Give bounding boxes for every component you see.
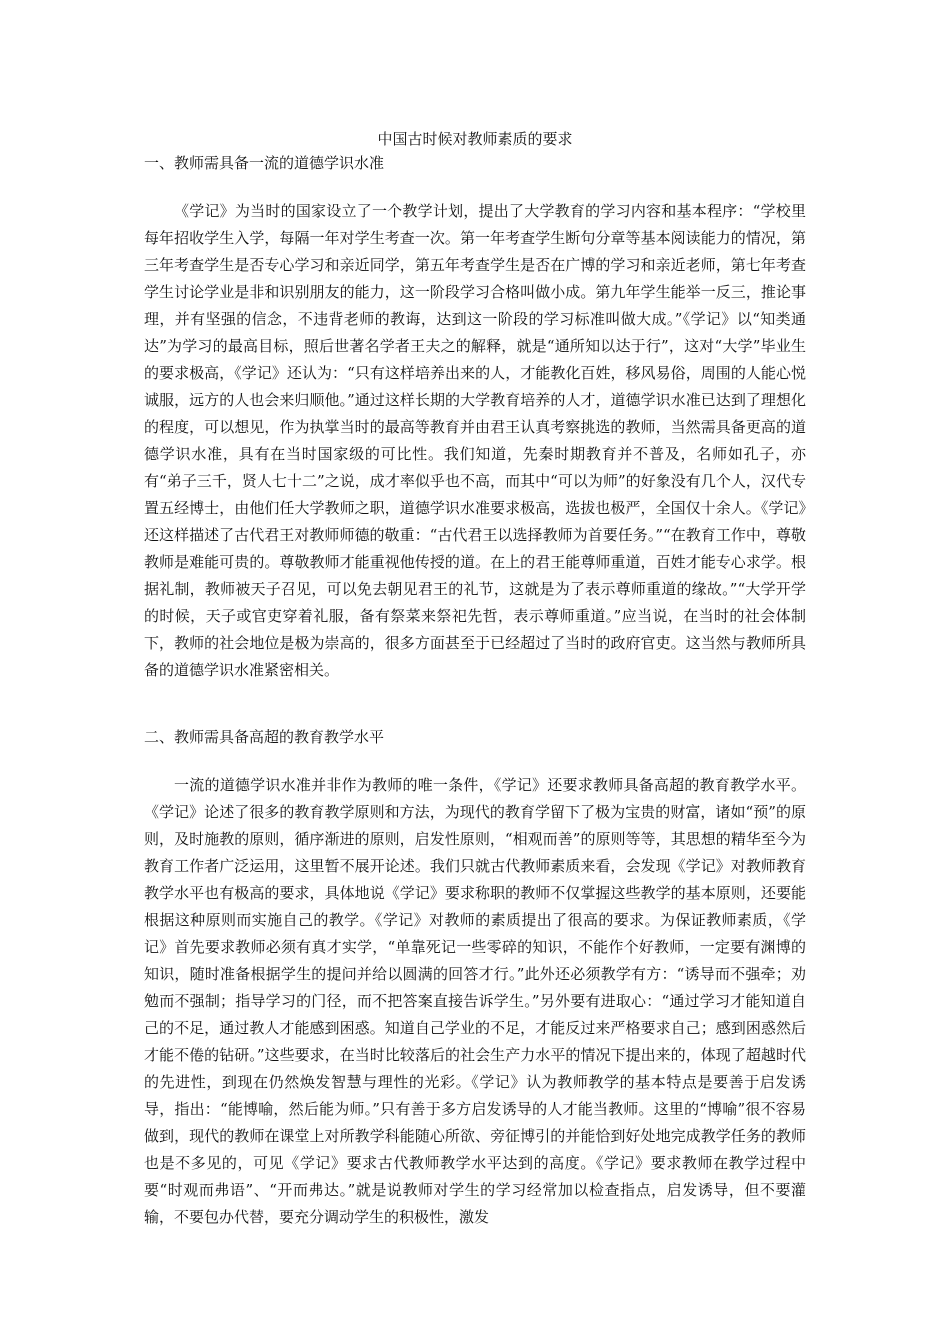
section-heading-1: 一、教师需具备一流的道德学识水准 bbox=[144, 154, 385, 172]
section-2-paragraph: 一流的道德学识水准并非作为教师的唯一条件，《学记》还要求教师具备高超的教育教学水平。《学记》论述了很多的教育教学原则和方法，为现代的教育学留下了极为宝贵的财富，诸如“预”的原则，及时施教的原则，循序渐进的原则，启发性原则，“相观而善”的原则等等，其思想的精华至今为教育工作者广泛运用，这里暂不展开论述。我们只就古代教师素质来看，会发现《学记》对教师教育教学水平也有极高的要求，具体地说《学记》要求称职的教师不仅掌握这些教学的基本原则，还要能根据这种原则而实施自己的教学。《学记》对教师的素质提出了很高的要求。为保证教师素质，《学记》首先要求教师必须有真才实学，“单靠死记一些零碎的知识，不能作个好教师，一定要有渊博的知识，随时准备根据学生的提问并给以圆满的回答才行。”此外还必须教学有方：“诱导而不强牵；劝勉而不强制；指导学习的门径，而不把答案直接告诉学生。”另外要有进取心：“通过学习才能知道自己的不足，通过教人才能感到困惑。知道自己学业的不足，才能反过来严格要求自己；感到困惑然后才能不倦的钻研。”这些要求，在当时比较落后的社会生产力水平的情况下提出来的，体现了超越时代的先进性，到现在仍然焕发智慧与理性的光彩。《学记》认为教师教学的基本特点是要善于启发诱导，指出：“能博喻，然后能为师。”只有善于多方启发诱导的人才能当教师。这里的“博喻”很不容易做到，现代的教师在课堂上对所教学科能随心所欲、旁征博引的并能恰到好处地完成教学任务的教师也是不多见的，可见《学记》要求古代教师教学水平达到的高度。《学记》要求教师在教学过程中要“时观而弗语”、“开而弗达。”就是说教师对学生的学习经常加以检查指点，启发诱导，但不要灌输，不要包办代替，要充分调动学生的积极性，激发 bbox=[144, 776, 806, 1226]
section-1-paragraph: 《学记》为当时的国家设立了一个教学计划，提出了大学教育的学习内容和基本程序：“学校里每年招收学生入学，每隔一年对学生考查一次。第一年考查学生断句分章等基本阅读能力的情况，第三年考查学生是否专心学习和亲近同学，第五年考查学生是否在广博的学习和亲近老师，第七年考查学生讨论学业是非和识别朋友的能力，这一阶段学习合格叫做小成。第九年学生能举一反三，推论事理，并有坚强的信念，不违背老师的教诲，达到这一阶段的学习标准叫做大成。”《学记》以“知类通达”为学习的最高目标，照后世著名学者王夫之的解释，就是“通所知以达于行”，这对“大学”毕业生的要求极高，《学记》还认为：“只有这样培养出来的人，才能教化百姓，移风易俗，周围的人能心悦诚服，远方的人也会来归顺他。”通过这样长期的大学教育培养的人才，道德学识水准已达到了理想化的程度，可以想见，作为执掌当时的最高等教育并由君王认真考察挑选的教师，当然需具备更高的道德学识水准，具有在当时国家级的可比性。我们知道，先秦时期教育并不普及，名师如孔子，亦有“弟子三千，贤人七十二”之说，成才率似乎也不高，而其中“可以为师”的好象没有几个人，汉代专置五经博士，由他们任大学教师之职，道德学识水准要求极高，选拔也极严，全国仅十余人。《学记》还这样描述了古代君王对教师师德的敬重：“古代君王以选择教师为首要任务。”“在教育工作中，尊敬教师是难能可贵的。尊敬教师才能重视他传授的道。在上的君王能尊师重道，百姓才能专心求学。根据礼制，教师被天子召见，可以免去朝见君王的礼节，这就是为了表示尊师重道的缘故。”“大学开学的时候，天子或官吏穿着礼服，备有祭菜来祭祀先哲，表示尊师重道。”应当说，在当时的社会体制下，教师的社会地位是极为崇高的，很多方面甚至于已经超过了当时的政府官吏。这当然与教师所具备的道德学识水准紧密相关。 bbox=[144, 202, 806, 679]
section-heading-2: 二、教师需具备高超的教育教学水平 bbox=[144, 728, 385, 746]
document-title: 中国古时候对教师素质的要求 bbox=[377, 130, 573, 148]
